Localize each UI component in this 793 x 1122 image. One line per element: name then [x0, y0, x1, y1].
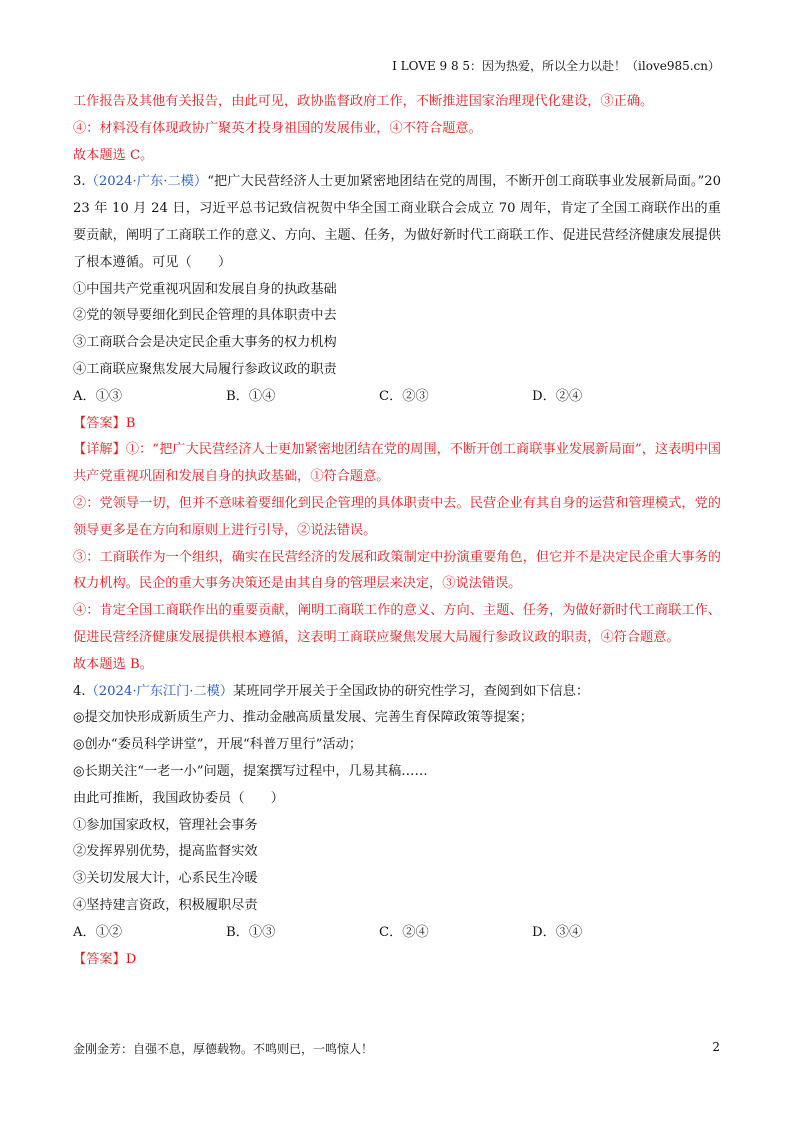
- q4-info-2: ◎创办“委员科学讲堂”，开展“科普万里行”活动；: [73, 737, 363, 753]
- q3-source: （2024·广东·二模）: [85, 174, 208, 190]
- q3-stem-text: “把广大民营经济人士更加紧密地团结在党的周围，不断开创工商联事业发展新局面。”2023 年 10 月 24 日，习近平总书记致信祝贺中华全国工商业联合会成立 70 周年，肯定了全国工商联作出的重要贡献，阐明了工商联工作的意义、方向、主题、任务，为做好新时代工商联工作、促进民营经济健康发展提供了根本遵循。可见（ ）: [73, 174, 721, 270]
- prev-analysis-line-1: 工作报告及其他有关报告，由此可见，政协监督政府工作，不断推进国家治理现代化建设，③正确。: [73, 94, 654, 109]
- q3-item-4: ④工商联应聚焦发展大局履行参政议政的职责: [73, 361, 337, 377]
- prev-analysis-line-2: ④：材料没有体现政协广聚英才投身祖国的发展伟业，④不符合题意。: [73, 120, 482, 136]
- page-content: [73, 89, 721, 973]
- q3-answer: 【答案】B: [73, 415, 136, 431]
- q3-analysis-2: ②：党领导一切，但并不意味着要细化到民企管理的具体职责中去。民营企业有其自身的运营和管理模式，党的领导更多是在方向和原则上进行引导，②说法错误。: [73, 495, 721, 538]
- q3-number: 3.: [73, 174, 86, 190]
- q4-number: 4.: [73, 683, 86, 699]
- q4-item-1: ①参加国家政权，管理社会事务: [73, 817, 258, 833]
- q4-stem-text: 某班同学开展关于全国政协的研究性学习，查阅到如下信息：: [233, 683, 590, 699]
- q4-option-b: B．①③: [226, 924, 276, 940]
- q3-analysis-3: ③：工商联作为一个组织，确实在民营经济的发展和政策制定中扮演重要角色，但它并不是决定民企重大事务的权力机构。民企的重大事务决策还是由其自身的管理层来决定，③说法错误。: [73, 549, 721, 592]
- q3-item-3: ③工商联合会是决定民企重大事务的权力机构: [73, 335, 337, 351]
- q3-stem: [73, 169, 721, 276]
- q3-analysis-1: 【详解】①：“把广大民营经济人士更加紧密地团结在党的周围，不断开创工商联事业发展新局面”，这表明中国共产党重视巩固和发展自身的执政基础，①符合题意。: [73, 442, 721, 485]
- q4-item-4: ④坚持建言资政，积极履职尽责: [73, 897, 258, 913]
- q4-item-3: ③关切发展大计，心系民生冷暖: [73, 871, 258, 887]
- q3-conclusion: 故本题选 B。: [73, 656, 153, 672]
- q3-options: [73, 384, 721, 411]
- prev-conclusion: 故本题选 C。: [73, 147, 154, 163]
- q4-option-a: A．①②: [73, 924, 123, 940]
- q3-item-2: ②党的领导要细化到民企管理的具体职责中去: [73, 308, 337, 324]
- q4-info-1: ◎提交加快形成新质生产力、推动金融高质量发展、完善生育保障政策等提案；: [73, 710, 533, 726]
- footer-motto: 金刚金芳：自强不息，厚德载物。不鸣则已，一鸣惊人！: [73, 1042, 374, 1056]
- q3-option-d: D．②④: [532, 388, 583, 404]
- q4-question: 由此可推断，我国政协委员（ ）: [73, 790, 284, 806]
- q3-option-b: B．①④: [226, 388, 276, 404]
- q4-info-3: ◎长期关注“一老一小”问题，提案撰写过程中，几易其稿……: [73, 763, 428, 779]
- q3-analysis-4: ④：肯定全国工商联作出的重要贡献，阐明工商联工作的意义、方向、主题、任务，为做好新时代工商联工作、促进民营经济健康发展提供根本遵循，这表明工商联应聚焦发展大局履行参政议政的职责，④符合题意。: [73, 603, 721, 645]
- q3-item-1: ①中国共产党重视巩固和发展自身的执政基础: [73, 281, 337, 297]
- q4-stem: [73, 679, 721, 706]
- page-number: 2: [712, 1040, 720, 1054]
- q4-options: [73, 920, 721, 947]
- q4-answer: 【答案】D: [73, 951, 137, 967]
- q3-option-a: A．①③: [73, 388, 123, 404]
- q4-item-2: ②发挥界别优势，提高监督实效: [73, 844, 258, 860]
- q4-option-c: C．②④: [379, 924, 429, 940]
- q4-source: （2024·广东江门·二模）: [85, 683, 234, 699]
- q4-option-d: D．③④: [532, 924, 583, 940]
- q3-option-c: C．②③: [379, 388, 429, 404]
- page-header: I LOVE 9 8 5：因为热爱，所以全力以赴！（ilove985.cn）: [392, 59, 720, 73]
